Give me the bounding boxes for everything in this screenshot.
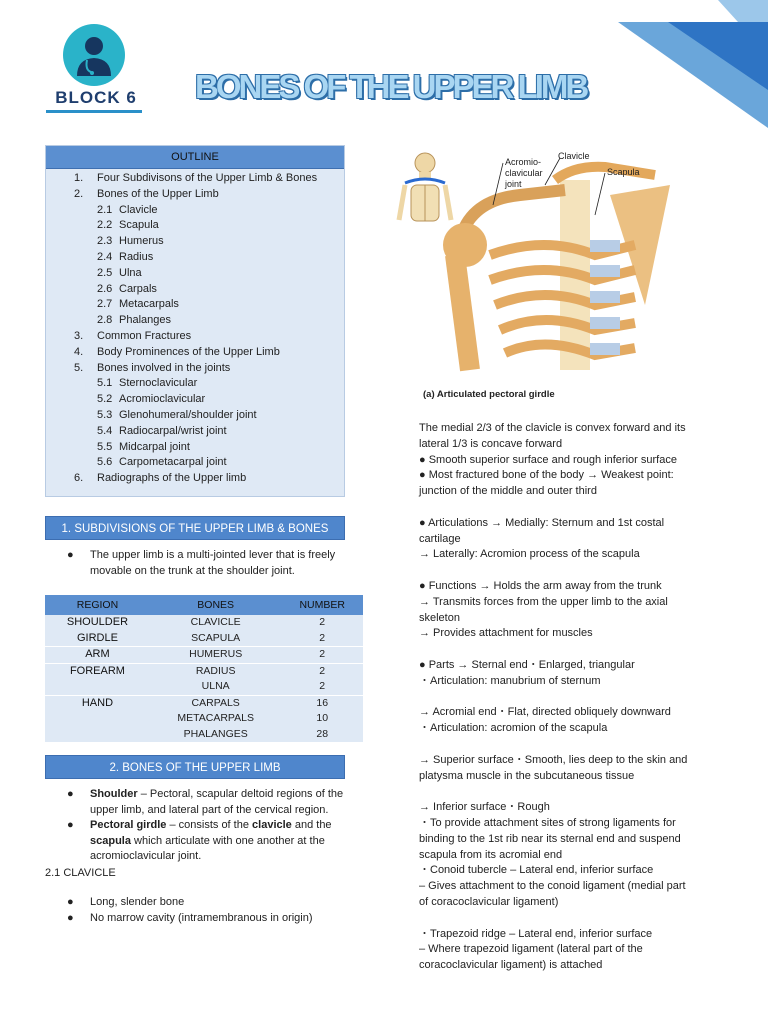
section-1-heading: 1. SUBDIVISIONS OF THE UPPER LIMB & BONES [45,516,345,540]
number-cell: 2 2 [281,615,363,647]
text-line: → Inferior surface・Rough [419,801,550,814]
text-line: ・Trapezoid ridge – Lateral end, inferior surface [419,927,653,940]
outline-item [46,471,344,487]
text-line: The medial 2/3 of the clavicle is convex forward and its [419,422,686,434]
text-line: ● Most fractured bone of the body → Weakest point: [419,469,674,482]
text-line: scapula from its acromial end [419,848,563,861]
text-line: → Acromial end・Flat, directed obliquely downward [419,706,671,719]
outline-item-number: 5.1 [97,377,113,390]
outline-item-label: Radiographs of the Upper limb [97,472,247,485]
label-acromioclavicular-3: joint [505,179,522,189]
outline-panel [45,145,345,497]
rib-cage-illustration [443,167,670,370]
outline-item-number: 5.6 [97,456,113,469]
bullet-icon: ● [67,896,74,908]
outline-item-number: 2.4 [97,250,113,263]
outline-item [46,329,344,345]
number-cell: 2 2 [281,663,363,695]
section-2-bullets [45,787,365,865]
text-line: → Provides attachment for muscles [419,627,593,640]
outline-item-number: 4. [74,345,84,358]
outline-heading: OUTLINE [46,146,344,169]
text-line: coracoclavicular ligament) is attached [419,959,603,972]
outline-item-label: Common Fractures [97,329,192,342]
outline-item [46,203,344,219]
table-row [45,647,363,664]
bone-cell: CARPALS METACARPALS PHALANGES [150,695,282,743]
outline-item-number: 5.4 [97,424,113,437]
outline-item-label: Bones involved in the joints [97,361,231,374]
outline-item-label: Bones of the Upper Limb [97,187,219,200]
outline-item-number: 2.7 [97,298,113,311]
text-line: lateral 1/3 is concave forward [419,437,563,450]
number-cell: 2 [281,647,363,664]
bullet-icon: ● [67,911,74,924]
outline-item-label: Scapula [119,219,159,232]
page-title: BONES OF THE UPPER LIMB [195,68,587,105]
outline-item-label: Carpals [119,282,157,295]
table-row [45,615,363,647]
outline-item-label: Clavicle [119,203,158,216]
outline-item-number: 2.6 [97,282,113,295]
list-item: ● No marrow cavity (intramembranous in origin) [45,911,365,927]
spacer [419,911,709,927]
list-item: ● Pectoral girdle – consists of the clavicle and the scapula which articulate with one another at the acromioclavicular joint. [67,819,332,862]
text-line: ・Conoid tubercle – Lateral end, inferior surface [419,864,654,877]
region-cell: ARM [45,647,150,664]
text-line: ・To provide attachment sites of strong ligaments for [419,816,676,829]
outline-item [46,171,344,187]
text-line: ● Parts → Sternal end・Enlarged, triangular [419,658,635,671]
text-line: – Gives attachment to the conoid ligament (medial part [419,880,686,893]
outline-item [46,234,344,250]
outline-item-number: 2.8 [97,314,113,327]
pectoral-girdle-figure [395,145,715,405]
outline-list [46,171,344,487]
figure-caption: (a) Articulated pectoral girdle [423,389,555,400]
outline-item-label: Radiocarpal/wrist joint [119,424,227,437]
text-line: → Transmits forces from the upper limb to the axial [419,595,668,608]
outline-item [46,218,344,234]
outline-item-number: 5.2 [97,393,113,406]
label-clavicle: Clavicle [558,151,590,161]
label-scapula: Scapula [607,167,640,177]
outline-item-label: Humerus [119,235,164,248]
text-line: ・Articulation: acromion of the scapula [419,722,608,735]
number-cell: 16 10 28 [281,695,363,743]
spacer [419,642,709,658]
outline-item [46,424,344,440]
outline-item-number: 5.5 [97,440,113,453]
outline-item-number: 6. [74,472,84,485]
table-header-row [45,595,363,615]
outline-item [46,440,344,456]
region-cell: FOREARM [45,663,150,695]
outline-item-number: 2. [74,187,84,200]
list-item: ● Long, slender bone [45,895,365,911]
table-row [45,695,363,743]
outline-item [46,392,344,408]
text-line: → Superior surface・Smooth, lies deep to the skin and [419,753,688,766]
outline-item [46,361,344,377]
logo-text: BLOCK 6 [55,88,137,107]
outline-item-number: 2.2 [97,219,113,232]
text-line: of coracoclavicular ligament) [419,895,559,908]
bullet-icon: ● [67,819,74,831]
bullet-icon: ● [67,788,74,800]
outline-item-number: 2.3 [97,235,113,248]
spacer [419,500,709,516]
doctor-icon [63,24,125,86]
outline-item [46,250,344,266]
outline-item-number: 2.1 [97,203,113,216]
text-line: ● Articulations → Medially: Sternum and 1st costal [419,516,665,529]
spacer [419,784,709,800]
outline-item-label: Radius [119,250,154,263]
outline-item-number: 5.3 [97,408,113,421]
outline-item [46,455,344,471]
text-line: junction of the middle and outer third [419,485,597,498]
bone-cell: HUMERUS [150,647,282,664]
outline-item-label: Sternoclavicular [119,377,198,390]
outline-item [46,408,344,424]
bone-cell: CLAVICLE SCAPULA [150,615,282,647]
text-line: binding to the 1st rib near its sternal end and suspend [419,832,681,845]
text-line: → Laterally: Acromion process of the scapula [419,548,640,561]
outline-item-label: Four Subdivisons of the Upper Limb & Bones [97,172,318,184]
outline-item [46,313,344,329]
outline-item-number: 1. [74,172,84,184]
clavicle-subheading: 2.1 CLAVICLE [45,867,116,879]
label-acromioclavicular: Acromio- [505,157,542,167]
list-item: ● The upper limb is a multi-jointed lever that is freely movable on the trunk at the shoulder joint. [67,549,336,577]
list-item: ● Shoulder – Pectoral, scapular deltoid regions of the upper limb, and lateral part of the cervical region. [67,788,344,816]
outline-item-number: 3. [74,329,84,342]
block-logo [46,24,146,116]
spacer [419,737,709,753]
outline-item-label: Midcarpal joint [119,440,190,453]
clavicle-bullets [45,895,365,926]
text-line: ・Articulation: manubrium of sternum [419,674,601,687]
spacer [419,563,709,579]
region-cell: SHOULDER GIRDLE [45,615,150,647]
outline-item-number: 5. [74,361,84,374]
table-row [45,663,363,695]
section-1-bullets [45,548,365,579]
outline-item-label: Glenohumeral/shoulder joint [119,408,257,421]
text-line: – Where trapezoid ligament (lateral part of the [419,943,643,956]
text-line: skeleton [419,611,460,624]
table-header: NUMBER [281,595,363,615]
outline-item [46,345,344,361]
bone-cell: RADIUS ULNA [150,663,282,695]
label-acromioclavicular-2: clavicular [505,168,543,178]
text-line: ● Smooth superior surface and rough inferior surface [419,453,677,466]
bullet-icon: ● [67,549,74,561]
outline-item [46,187,344,203]
outline-item [46,266,344,282]
outline-item [46,282,344,298]
outline-item-label: Phalanges [119,314,171,327]
text-line: ● Functions → Holds the arm away from the trunk [419,579,662,592]
text-line: cartilage [419,532,461,545]
outline-item-label: Acromioclavicular [119,393,206,406]
outline-item-label: Metacarpals [119,298,179,311]
table-header: REGION [45,595,150,615]
corner-decoration [598,0,768,130]
outline-item-label: Ulna [119,266,142,279]
outline-item-number: 2.5 [97,266,113,279]
outline-item-label: Carpometacarpal joint [119,456,227,469]
logo-underline [46,110,142,113]
outline-item [46,376,344,392]
outline-item [46,297,344,313]
spacer [419,690,709,706]
skeleton-thumbnail-icon [399,153,451,221]
section-2-heading: 2. BONES OF THE UPPER LIMB [45,755,345,779]
clavicle-notes [419,421,709,974]
text-line: platysma muscle in the subcutaneous tissue [419,769,635,782]
table-header: BONES [150,595,282,615]
region-cell: HAND [45,695,150,743]
regions-table [45,595,363,743]
outline-item-label: Body Prominences of the Upper Limb [97,345,280,358]
